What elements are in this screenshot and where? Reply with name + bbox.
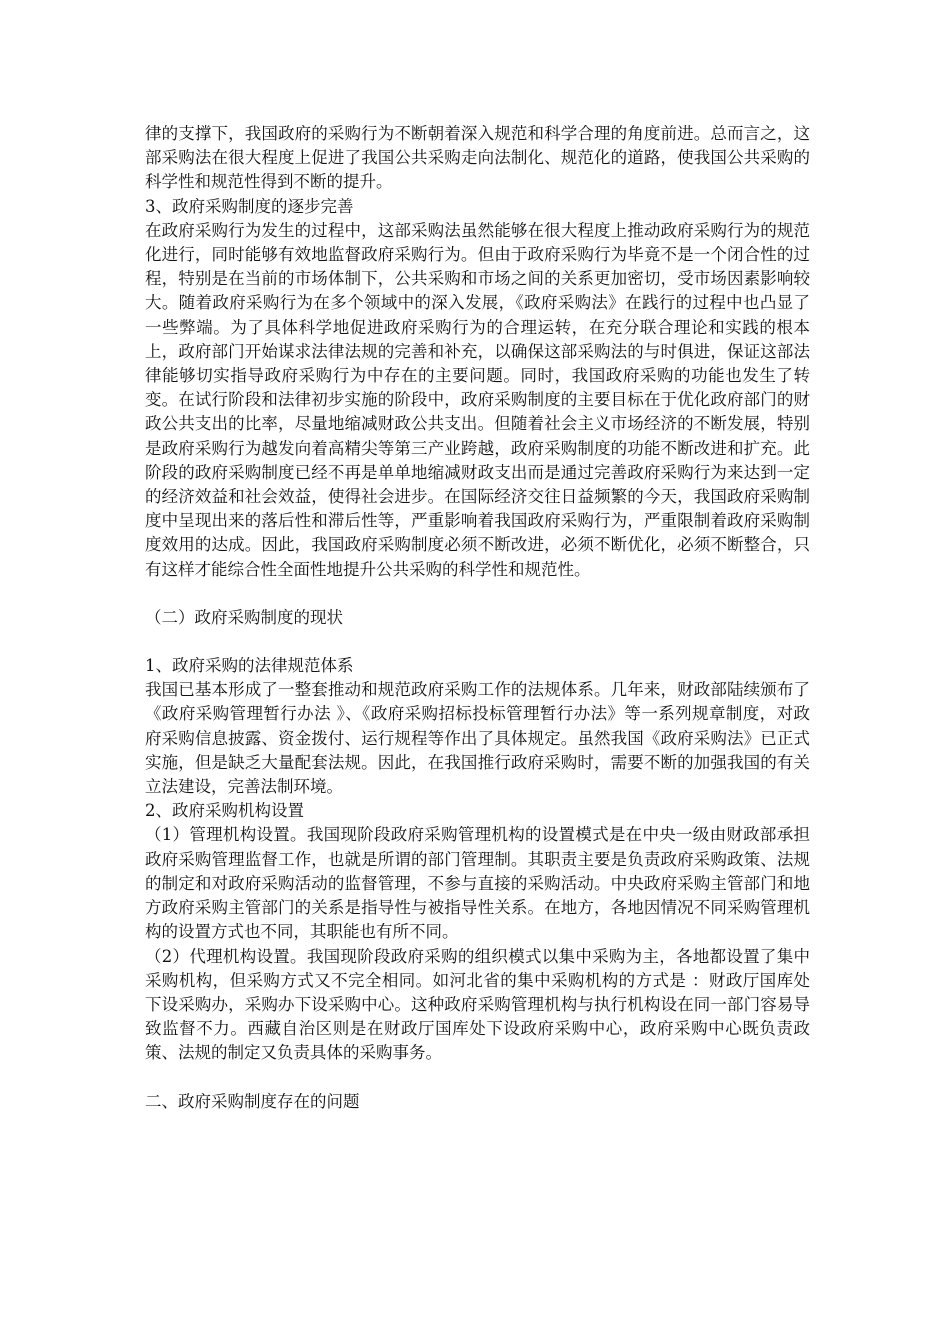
paragraph-management-institutions: （1）管理机构设置。我国现阶段政府采购管理机构的设置模式是在中央一级由财政部承担政府采购管理监督工作，也就是所谓的部门管理制。其职责主要是负责政府采购政策、法规的制定和对政府采购活动的监督管理，不参与直接的采购活动。中央政府采购主管部门和地方政府采购主管部门的关系是指导性与被指导性关系。在地方，各地因情况不同采购管理机构的设置方式也不同，其职能也有所不同。 [145,825,810,942]
spacer [145,582,810,606]
heading-3-improvement: 3、政府采购制度的逐步完善 [145,196,354,216]
paragraph-intro: 律的支撑下，我国政府的采购行为不断朝着深入规范和科学合理的角度前进。总而言之，这部采购法在很大程度上促进了我国公共采购走向法制化、规范化的道路，使我国公共采购的科学性和规范性得到不断的提升。 [145,124,810,192]
heading-problems: 二、政府采购制度存在的问题 [145,1091,360,1111]
spacer [145,630,810,654]
heading-status: （二）政府采购制度的现状 [145,607,343,627]
paragraph-agency-institutions: （2）代理机构设置。我国现阶段政府采购的组织模式以集中采购为主，各地都设置了集中采购机构，但采购方式又不完全相同。如河北省的集中采购机构的方式是 ：财政厅国库处下设采购办，采购办下设采购中心。这种政府采购管理机构与执行机构设在同一部门容易导致监督不力。西藏自治区则是在财政厅国库处下设政府采购中心，政府采购中心既负责政策、法规的制定又负责具体的采购事务。 [145,946,810,1063]
paragraph-legal-system: 我国已基本形成了一整套推动和规范政府采购工作的法规体系。几年来，财政部陆续颁布了 《政府采购管理暂行办法 》、《政府采购招标投标管理暂行办法》等一系列规章制度，对政府采购信息披露、资金拨付、运行规程等作出了具体规定。虽然我国《政府采购法》已正式实施，但是缺乏大量配套法规。因此，在我国推行政府采购时，需要不断的加强我国的有关立法建设，完善法制环境。 [145,680,810,797]
heading-2-institutions: 2、政府采购机构设置 [145,801,304,821]
heading-1-legal-system: 1、政府采购的法律规范体系 [145,656,354,676]
paragraph-improvement: 在政府采购行为发生的过程中，这部采购法虽然能够在很大程度上推动政府采购行为的规范化进行，同时能够有效地监督政府采购行为。但由于政府采购行为毕竟不是一个闭合性的过程，特别是在当前的市场体制下，公共采购和市场之间的关系更加密切，受市场因素影响较大。随着政府采购行为在多个领域中的深入发展，《政府采购法》在践行的过程中也凸显了一些弊端。为了具体科学地促进政府采购行为的合理运转，在充分联合理论和实践的根本上，政府部门开始谋求法律法规的完善和补充，以确保这部采购法的与时俱进，保证这部法律能够切实指导政府采购行为中存在的主要问题。同时，我国政府采购的功能也发生了转变。在试行阶段和法律初步实施的阶段中，政府采购制度的主要目标在于优化政府部门的财政公共支出的比率，尽量地缩减财政公共支出。但随着社会主义市场经济的不断发展，特别是政府采购行为越发向着高精尖等第三产业跨越，政府采购制度的功能不断改进和扩充。此阶段的政府采购制度已经不再是单单地缩减财政支出而是通过完善政府采购行为来达到一定的经济效益和社会效益，使得社会进步。在国际经济交往日益频繁的今天，我国政府采购制度中呈现出来的落后性和滞后性等，严重影响着我国政府采购行为，严重限制着政府采购制度效用的达成。因此，我国政府采购制度必须不断改进，必须不断优化，必须不断整合，只有这样才能综合性全面性地提升公共采购的科学性和规范性。 [145,220,810,579]
document-body [145,122,810,1114]
spacer [145,1066,810,1090]
